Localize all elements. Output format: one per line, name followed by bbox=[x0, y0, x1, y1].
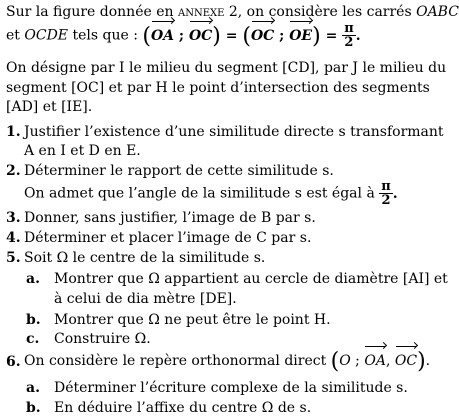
question-2-note: On admet que l’angle de la similitude s est égal à $\frac{\pi}{2}$ . bbox=[24, 179, 398, 208]
square-oabc: OABC bbox=[416, 4, 459, 20]
sub-question-5a-text-cont: à celui de dia mètre [DE]. bbox=[54, 291, 237, 307]
intro-text: et bbox=[6, 27, 25, 44]
question-number-6: 6. bbox=[6, 354, 21, 370]
intro-line-3: On désigne par I le milieu du segment [CD], par J le milieu du bbox=[6, 60, 447, 76]
sub-question-5c-label: c. bbox=[26, 331, 40, 347]
fraction-pi-over-2: $\frac{\pi}{2}$ bbox=[344, 21, 354, 50]
question-3-text: Donner, sans justifier, l’image de B par s. bbox=[24, 210, 316, 226]
sub-question-5a-label: a. bbox=[26, 271, 40, 287]
question-4-text: Déterminer et placer l’image de C par s. bbox=[24, 230, 312, 246]
square-ocde: OCDE bbox=[24, 27, 69, 44]
sub-question-5c-text: Construire Ω. bbox=[54, 331, 151, 347]
vector-oc: OC bbox=[395, 348, 417, 374]
annexe-ref: annexe 2 bbox=[177, 4, 238, 20]
sub-question-6b-label: b. bbox=[26, 400, 41, 416]
vector-oa: OA bbox=[151, 23, 174, 49]
sub-question-5b-label: b. bbox=[26, 312, 41, 328]
question-5-text: Soit Ω le centre de la similitude s. bbox=[24, 250, 266, 266]
intro-line-2: et OCDE tels que : (OA ; OC) = (OC ; OE) = $\frac{\pi}{2}$ . bbox=[6, 21, 361, 50]
intro-text: tels que : bbox=[68, 27, 143, 44]
sub-question-5b-text: Montrer que Ω ne peut être le point H. bbox=[54, 312, 331, 328]
intro-line-1 bbox=[6, 4, 459, 20]
question-number-3: 3. bbox=[6, 210, 21, 226]
question-number-5: 5. bbox=[6, 250, 21, 266]
vector-oe: OE bbox=[289, 23, 312, 49]
vector-oc: OC bbox=[189, 23, 212, 49]
fraction-pi-over-2: $\frac{\pi}{2}$ bbox=[381, 179, 391, 208]
question-6-text: On considère le repère orthonormal direct (O ; OA, OC). bbox=[24, 349, 431, 374]
question-2-text: Déterminer le rapport de cette similitude s. bbox=[24, 163, 334, 179]
question-number-4: 4. bbox=[6, 230, 21, 246]
intro-text: Sur la figure donnée en bbox=[6, 4, 178, 20]
sub-question-5a-text: Montrer que Ω appartient au cercle de diamètre [AI] et bbox=[54, 271, 448, 287]
origin-o: O bbox=[339, 353, 351, 369]
vector-oa: OA bbox=[364, 348, 386, 374]
sub-question-6b-text: En déduire l’affixe du centre Ω de s. bbox=[54, 400, 312, 416]
sub-question-6a-label: a. bbox=[26, 380, 40, 396]
question-number-1: 1. bbox=[6, 124, 21, 140]
intro-text: , on considère les carrés bbox=[237, 4, 417, 20]
question-1-text-cont: A en I et D en E. bbox=[24, 143, 141, 159]
intro-line-5: [AD] et [IE]. bbox=[6, 99, 93, 115]
vector-oc: OC bbox=[251, 23, 274, 49]
question-number-2: 2. bbox=[6, 163, 21, 179]
question-1-text: Justifier l’existence d’une similitude directe s transformant bbox=[24, 124, 444, 140]
sub-question-6a-text: Déterminer l’écriture complexe de la similitude s. bbox=[54, 380, 408, 396]
intro-line-4: segment [OC] et par H le point d’intersection des segments bbox=[6, 80, 430, 96]
